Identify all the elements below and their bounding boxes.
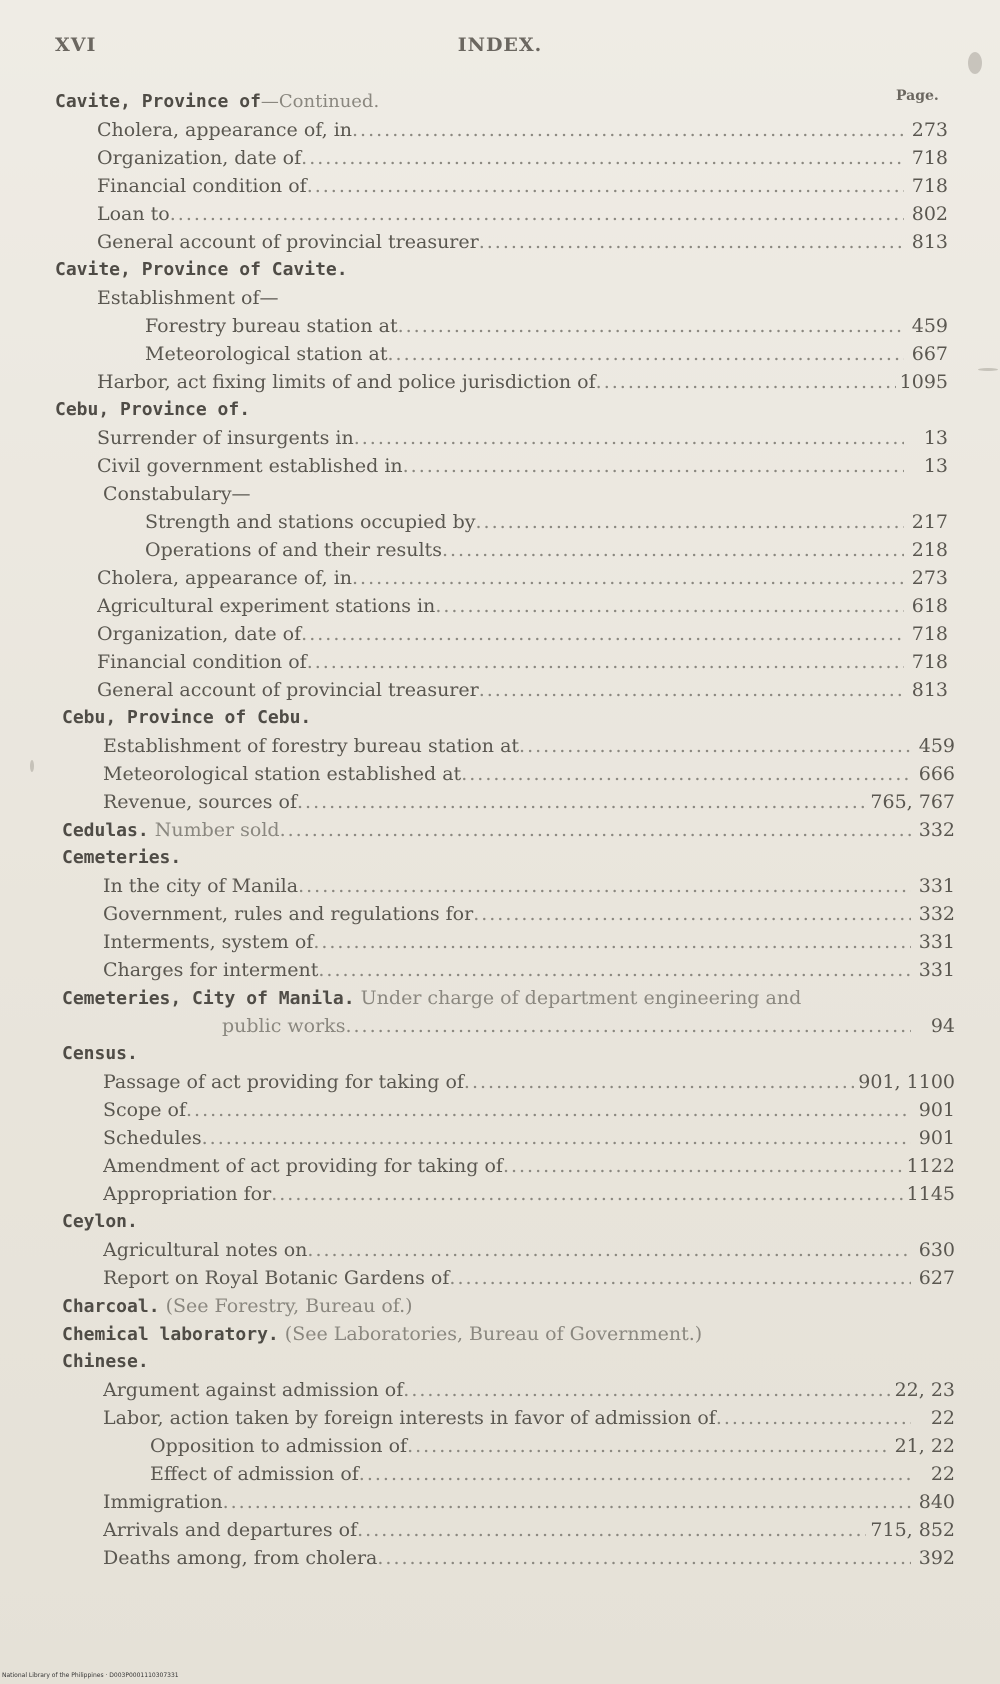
dot-leader — [313, 928, 911, 956]
index-row — [0, 788, 1000, 816]
entry-text: Argument against admission of — [103, 1379, 404, 1401]
page-reference: 332 — [918, 819, 955, 841]
page-reference: 331 — [918, 959, 955, 981]
index-entry — [103, 1488, 955, 1516]
page-reference: 813 — [911, 679, 948, 701]
index-entry — [97, 368, 948, 396]
entry-text: Organization, date of — [97, 623, 302, 645]
entry-text: Financial condition of — [97, 651, 307, 673]
index-entry — [103, 1236, 955, 1264]
page-reference: 715, 852 — [870, 1519, 955, 1541]
index-heading — [62, 1208, 138, 1236]
heading-text: Cemeteries. — [62, 847, 182, 868]
index-row — [0, 564, 1000, 592]
continued-note: —Continued. — [260, 91, 380, 112]
index-row — [0, 172, 1000, 200]
page-reference: 217 — [911, 511, 948, 533]
page-reference: 627 — [918, 1267, 955, 1289]
index-row — [0, 1516, 1000, 1544]
paper-blemish — [30, 760, 34, 772]
entry-text — [62, 816, 280, 845]
entry-text: Opposition to admission of — [150, 1435, 408, 1457]
dot-leader — [307, 172, 904, 200]
index-entry — [103, 1544, 955, 1572]
dot-leader — [170, 200, 904, 228]
index-row — [0, 1152, 1000, 1180]
entry-text: Scope of — [103, 1099, 187, 1121]
dot-leader — [202, 1124, 911, 1152]
entry-text: Cholera, appearance of, in — [97, 119, 353, 141]
index-heading — [62, 1320, 702, 1349]
index-entry — [145, 340, 948, 368]
entry-text: Civil government established in — [97, 455, 403, 477]
index-entry — [97, 172, 948, 200]
entry-text: Establishment of forestry bureau station at — [103, 735, 520, 757]
entry-text: Labor, action taken by foreign interests in favor of admission of — [103, 1407, 716, 1429]
dot-leader — [476, 508, 905, 536]
index-entry — [97, 676, 948, 704]
index-row — [0, 228, 1000, 256]
index-row — [0, 340, 1000, 368]
index-entry — [97, 144, 948, 172]
index-row — [0, 928, 1000, 956]
dot-leader — [307, 1236, 911, 1264]
page-reference: 331 — [918, 875, 955, 897]
page-reference: 332 — [918, 903, 955, 925]
dot-leader — [479, 228, 904, 256]
page-reference: 840 — [918, 1491, 955, 1513]
index-entry — [97, 592, 948, 620]
dot-leader — [298, 872, 911, 900]
entry-text: Revenue, sources of — [103, 791, 297, 813]
dot-leader — [359, 1460, 911, 1488]
index-row — [0, 592, 1000, 620]
dot-leader — [301, 144, 904, 172]
index-entry — [97, 228, 948, 256]
page-reference: 1095 — [899, 371, 948, 393]
index-entry — [103, 956, 955, 984]
index-entry — [103, 1068, 955, 1096]
index-heading — [55, 396, 250, 424]
index-row — [0, 508, 1000, 536]
entry-text: Interments, system of — [103, 931, 314, 953]
index-row — [0, 116, 1000, 144]
index-row — [0, 424, 1000, 452]
entry-text: Meteorological station established at — [103, 763, 462, 785]
index-row — [0, 144, 1000, 172]
page-title: INDEX. — [457, 34, 543, 56]
dot-leader — [301, 620, 904, 648]
index-row — [0, 1376, 1000, 1404]
index-entry — [103, 1124, 955, 1152]
entry-note: Under charge of department engineering and — [360, 987, 802, 1009]
index-row — [0, 1096, 1000, 1124]
index-heading — [55, 88, 379, 116]
index-entry — [97, 424, 948, 452]
dot-leader — [449, 1264, 911, 1292]
index-row — [0, 872, 1000, 900]
page-reference: 273 — [911, 119, 948, 141]
index-row — [0, 676, 1000, 704]
page-reference: 901, 1100 — [858, 1071, 955, 1093]
dot-leader — [186, 1096, 911, 1124]
entry-text: In the city of Manila — [103, 875, 299, 897]
index-heading — [62, 1292, 413, 1321]
page-reference: 22, 23 — [894, 1379, 955, 1401]
entry-text: Arrivals and departures of — [103, 1519, 358, 1541]
entry-text: Agricultural experiment stations in — [97, 595, 436, 617]
index-row — [0, 396, 1000, 424]
entry-text: Schedules — [103, 1127, 202, 1149]
page-reference: 667 — [911, 343, 948, 365]
dot-leader — [403, 1376, 890, 1404]
dot-leader — [352, 564, 904, 592]
index-row — [0, 312, 1000, 340]
page-reference: 273 — [911, 567, 948, 589]
page-reference: 1122 — [906, 1155, 955, 1177]
entry-text: Loan to — [97, 203, 170, 225]
heading-text: Cavite, Province of — [55, 91, 261, 112]
index-row — [0, 816, 1000, 844]
page-reference: 901 — [918, 1127, 955, 1149]
index-entry-continuation — [222, 1012, 955, 1040]
page-reference: 13 — [923, 455, 948, 477]
page-reference: 802 — [911, 203, 948, 225]
page-reference: 459 — [911, 315, 948, 337]
index-row — [0, 984, 1000, 1040]
index-row — [0, 1124, 1000, 1152]
dot-leader — [318, 956, 911, 984]
index-row — [0, 760, 1000, 788]
index-entry — [103, 900, 955, 928]
dot-leader — [461, 760, 911, 788]
index-entry — [103, 1376, 955, 1404]
dot-leader — [473, 900, 911, 928]
index-row — [0, 368, 1000, 396]
page-reference: 22 — [930, 1407, 955, 1429]
entry-text: Financial condition of — [97, 175, 307, 197]
entry-text: public works — [222, 1015, 346, 1037]
dot-leader — [464, 1068, 854, 1096]
index-entry — [62, 816, 955, 845]
index-row — [0, 1264, 1000, 1292]
entry-text: Effect of admission of — [150, 1463, 359, 1485]
dot-leader — [403, 452, 904, 480]
dot-leader — [387, 340, 904, 368]
index-entry — [103, 1264, 955, 1292]
index-row — [0, 1432, 1000, 1460]
index-entry — [97, 116, 948, 144]
dot-leader — [479, 676, 904, 704]
entry-text: Surrender of insurgents in — [97, 427, 354, 449]
dot-leader — [503, 1152, 903, 1180]
entry-text: Operations of and their results — [145, 539, 442, 561]
heading-text: Cebu, Province of Cebu. — [62, 707, 312, 728]
dot-leader — [398, 312, 904, 340]
entry-text: Strength and stations occupied by — [145, 511, 476, 533]
heading-text: Chemical laboratory. — [62, 1324, 279, 1345]
index-entry — [97, 620, 948, 648]
index-row — [0, 956, 1000, 984]
dot-leader — [223, 1488, 911, 1516]
page-reference: 218 — [911, 539, 948, 561]
page-reference: 22 — [930, 1463, 955, 1485]
dot-leader — [271, 1180, 902, 1208]
dot-leader — [345, 1012, 911, 1040]
paper-blemish — [978, 368, 998, 371]
dot-leader — [716, 1404, 911, 1432]
page-number: XVI — [55, 34, 97, 56]
index-row — [0, 1460, 1000, 1488]
index-entry — [97, 564, 948, 592]
index-heading — [62, 984, 801, 1013]
heading-text: Cebu, Province of. — [55, 399, 251, 420]
entry-text: General account of provincial treasurer — [97, 231, 479, 253]
index-entry — [103, 1516, 955, 1544]
cross-reference: (See Laboratories, Bureau of Government.) — [284, 1323, 703, 1345]
heading-text: Cavite, Province of Cavite. — [55, 259, 348, 280]
entry-text: Passage of act providing for taking of — [103, 1071, 464, 1093]
cross-reference: (See Forestry, Bureau of.) — [165, 1295, 413, 1317]
index-row — [0, 1404, 1000, 1432]
index-entry — [103, 1096, 955, 1124]
dot-leader — [435, 592, 904, 620]
page-reference: 630 — [918, 1239, 955, 1261]
heading-text: Charcoal. — [62, 1296, 160, 1317]
entry-text: Government, rules and regulations for — [103, 903, 474, 925]
heading-text: Cedulas. — [62, 820, 149, 841]
entry-text: Harbor, act fixing limits of and police jurisdiction of — [97, 371, 596, 393]
heading-text: Chinese. — [62, 1351, 149, 1372]
dot-leader — [519, 732, 911, 760]
index-row — [0, 1544, 1000, 1572]
index-row — [0, 732, 1000, 760]
index-row — [0, 480, 1000, 508]
entry-text: Amendment of act providing for taking of — [103, 1155, 503, 1177]
index-heading — [62, 844, 181, 872]
page-reference: 718 — [911, 175, 948, 197]
index-row — [0, 1040, 1000, 1068]
index-heading — [62, 704, 311, 732]
dot-leader — [442, 536, 904, 564]
index-entry — [145, 312, 948, 340]
index-entry — [97, 648, 948, 676]
index-entry — [103, 1404, 955, 1432]
index-row — [0, 1236, 1000, 1264]
index-heading — [62, 1348, 149, 1376]
dot-leader — [352, 116, 904, 144]
heading-text: Ceylon. — [62, 1211, 138, 1232]
page-reference: 13 — [923, 427, 948, 449]
index-row — [0, 200, 1000, 228]
index-row — [0, 1348, 1000, 1376]
index-entry — [145, 508, 948, 536]
page-reference: 331 — [918, 931, 955, 953]
index-row — [0, 284, 1000, 312]
index-entries — [0, 88, 1000, 1572]
index-row — [0, 620, 1000, 648]
page-column-label: Page. — [896, 88, 939, 104]
index-entry — [150, 1432, 955, 1460]
heading-text: Census. — [62, 1043, 138, 1064]
entry-text: Organization, date of — [97, 147, 302, 169]
dot-leader — [377, 1544, 911, 1572]
dot-leader — [354, 424, 904, 452]
index-row — [0, 1180, 1000, 1208]
index-row — [0, 452, 1000, 480]
index-row — [0, 1292, 1000, 1320]
index-row — [0, 1320, 1000, 1348]
index-heading — [62, 1040, 138, 1068]
page-reference: 459 — [918, 735, 955, 757]
entry-note: Number sold — [154, 819, 280, 841]
page-reference: 392 — [918, 1547, 955, 1569]
index-row — [0, 900, 1000, 928]
entry-text: Cholera, appearance of, in — [97, 567, 353, 589]
index-row — [0, 648, 1000, 676]
entry-text: Report on Royal Botanic Gardens of — [103, 1267, 450, 1289]
entry-text: Appropriation for — [103, 1183, 272, 1205]
page-reference: 21, 22 — [894, 1435, 955, 1457]
page-reference: 666 — [918, 763, 955, 785]
index-heading — [55, 256, 348, 284]
dot-leader — [280, 816, 911, 844]
index-entry — [103, 872, 955, 900]
entry-text: Immigration — [103, 1491, 223, 1513]
dot-leader — [357, 1516, 866, 1544]
index-entry — [103, 760, 955, 788]
entry-text: Forestry bureau station at — [145, 315, 398, 337]
index-entry — [97, 200, 948, 228]
index-entry — [150, 1460, 955, 1488]
subheading: Establishment of— — [97, 287, 279, 309]
page-reference: 765, 767 — [870, 791, 955, 813]
index-row — [0, 88, 1000, 116]
subheading: Constabulary— — [103, 483, 251, 505]
index-entry — [103, 928, 955, 956]
entry-text: Meteorological station at — [145, 343, 388, 365]
paper-blemish — [968, 52, 982, 74]
index-row — [0, 844, 1000, 872]
page-reference: 718 — [911, 623, 948, 645]
index-row — [0, 536, 1000, 564]
page-reference: 1145 — [906, 1183, 955, 1205]
entry-text: Agricultural notes on — [103, 1239, 308, 1261]
index-entry — [97, 452, 948, 480]
index-entry — [103, 1180, 955, 1208]
entry-text: Deaths among, from cholera — [103, 1547, 378, 1569]
index-row — [0, 256, 1000, 284]
index-row — [0, 1488, 1000, 1516]
index-row — [0, 1208, 1000, 1236]
footer-credit: National Library of the Philippines · D003P0001110307331 — [2, 1672, 179, 1679]
dot-leader — [596, 368, 896, 396]
index-entry — [103, 788, 955, 816]
index-row — [0, 1068, 1000, 1096]
page-reference: 718 — [911, 651, 948, 673]
page-reference: 618 — [911, 595, 948, 617]
dot-leader — [407, 1432, 891, 1460]
entry-text: Charges for interment — [103, 959, 319, 981]
page-reference: 813 — [911, 231, 948, 253]
index-row — [0, 704, 1000, 732]
entry-text: General account of provincial treasurer — [97, 679, 479, 701]
heading-text: Cemeteries, City of Manila. — [62, 988, 355, 1009]
dot-leader — [297, 788, 866, 816]
page-reference: 718 — [911, 147, 948, 169]
page-reference: 94 — [930, 1015, 955, 1037]
dot-leader — [307, 648, 904, 676]
index-entry — [145, 536, 948, 564]
index-entry — [103, 1152, 955, 1180]
index-entry — [103, 732, 955, 760]
page-reference: 901 — [918, 1099, 955, 1121]
